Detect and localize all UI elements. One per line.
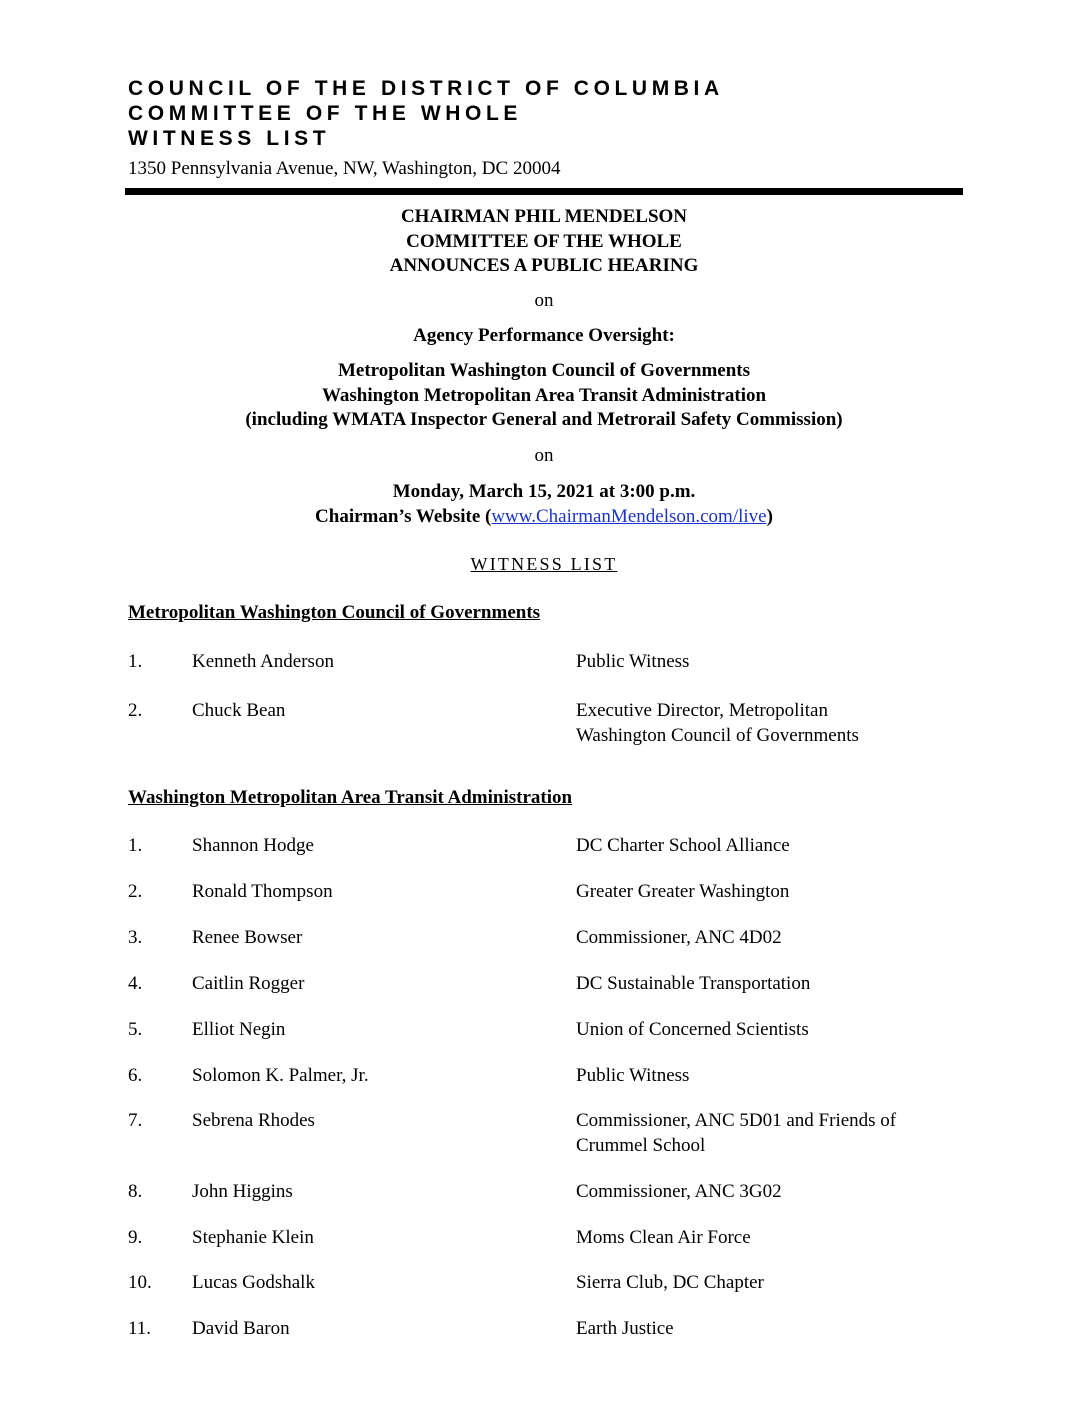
header-divider: [125, 188, 963, 195]
witness-name: David Baron: [192, 1318, 290, 1339]
witness-affiliation: Executive Director, Metropolitan Washington Council of Governments: [576, 700, 859, 746]
announcement-chairman: CHAIRMAN PHIL MENDELSON: [400, 206, 688, 227]
witness-number: 3.: [128, 927, 143, 948]
witness-affiliation: Moms Clean Air Force: [576, 1227, 751, 1248]
letterhead-address: 1350 Pennsylvania Avenue, NW, Washington, DC 20004: [128, 158, 561, 179]
witness-number: 6.: [128, 1065, 143, 1086]
witness-name: Chuck Bean: [192, 700, 286, 721]
witness-number: 9.: [128, 1227, 143, 1248]
witness-affiliation: Commissioner, ANC 5D01 and Friends of Crummel School: [576, 1110, 897, 1156]
announcement-hearing: ANNOUNCES A PUBLIC HEARING: [389, 255, 699, 276]
announcement-topic: Agency Performance Oversight:: [413, 325, 675, 346]
witness-name: Kenneth Anderson: [192, 651, 334, 672]
witness-number: 11.: [128, 1318, 152, 1339]
announcement-on-1: on: [534, 290, 554, 311]
chairman-website: [125, 505, 963, 530]
witness-affiliation: Commissioner, ANC 3G02: [576, 1181, 782, 1202]
letterhead: [128, 76, 968, 181]
witness-number: 2.: [128, 700, 143, 721]
witness-affiliation: Union of Concerned Scientists: [576, 1019, 809, 1040]
website-suffix: ): [766, 505, 773, 527]
witness-affiliation: Commissioner, ANC 4D02: [576, 927, 782, 948]
hearing-date: Monday, March 15, 2021 at 3:00 p.m.: [392, 481, 696, 502]
witness-affiliation: Sierra Club, DC Chapter: [576, 1272, 764, 1293]
website-link[interactable]: www.ChairmanMendelson.com/live: [491, 505, 767, 527]
witness-list-title: WITNESS LIST: [470, 554, 618, 574]
announcement-agency-1: Metropolitan Washington Council of Governments: [337, 360, 751, 381]
witness-name: Stephanie Klein: [192, 1227, 314, 1248]
announcement-agency-2: Washington Metropolitan Area Transit Administration: [321, 384, 767, 406]
witness-name: Renee Bowser: [192, 927, 303, 948]
witness-name: John Higgins: [192, 1181, 293, 1202]
witness-name: Solomon K. Palmer, Jr.: [192, 1065, 369, 1086]
announcement-agency-3: (including WMATA Inspector General and Metrorail Safety Commission): [245, 409, 843, 430]
letterhead-committee: COMMITTEE OF THE WHOLE: [128, 102, 523, 125]
witness-affiliation: Public Witness: [576, 1065, 690, 1086]
witness-number: 1.: [128, 835, 143, 856]
witness-number: 2.: [128, 881, 143, 902]
witness-affiliation: DC Charter School Alliance: [576, 835, 790, 856]
letterhead-council: COUNCIL OF THE DISTRICT OF COLUMBIA: [128, 77, 724, 100]
section-heading: Metropolitan Washington Council of Governments: [128, 602, 541, 623]
announcement-on-2: on: [534, 445, 554, 466]
witness-name: Lucas Godshalk: [192, 1272, 315, 1293]
witness-number: 7.: [128, 1110, 143, 1131]
letterhead-title: WITNESS LIST: [128, 127, 331, 150]
witness-number: 1.: [128, 651, 143, 672]
witness-number: 8.: [128, 1181, 143, 1202]
announcement-committee: COMMITTEE OF THE WHOLE: [406, 230, 682, 252]
witness-affiliation: DC Sustainable Transportation: [576, 973, 811, 994]
witness-affiliation: Earth Justice: [576, 1318, 674, 1339]
witness-name: Caitlin Rogger: [192, 973, 305, 994]
website-prefix: Chairman’s Website (: [315, 505, 492, 527]
witness-name: Elliot Negin: [192, 1019, 286, 1040]
witness-number: 4.: [128, 973, 143, 994]
witness-affiliation: Public Witness: [576, 651, 690, 672]
witness-list-heading: [125, 552, 963, 578]
witness-name: Sebrena Rhodes: [192, 1110, 315, 1131]
witness-number: 5.: [128, 1019, 143, 1040]
witness-affiliation: Greater Greater Washington: [576, 881, 790, 902]
witness-name: Shannon Hodge: [192, 835, 314, 856]
witness-name: Ronald Thompson: [192, 881, 333, 902]
witness-number: 10.: [128, 1272, 152, 1293]
section-heading: Washington Metropolitan Area Transit Administration: [128, 787, 573, 808]
